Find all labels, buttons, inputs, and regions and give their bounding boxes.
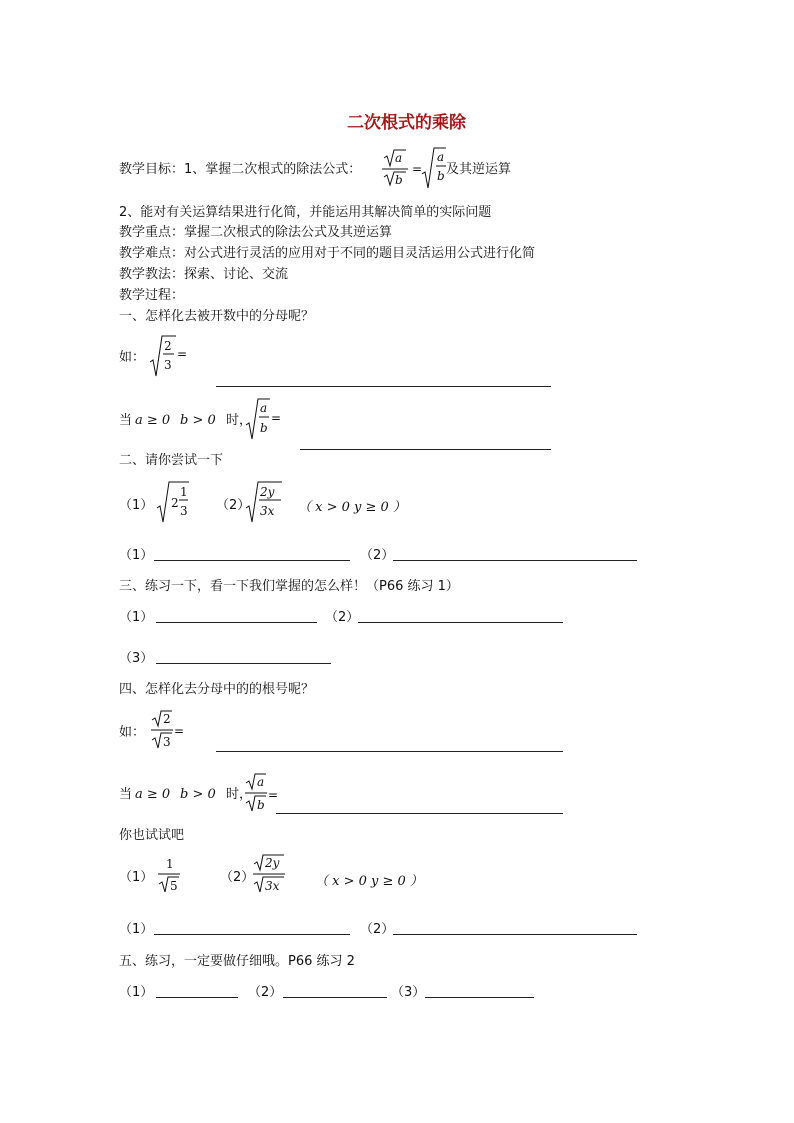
answer-1-label: （1） xyxy=(119,548,154,563)
section1-heading: 一、怎样化去被开数中的分母呢？ xyxy=(119,309,315,324)
svg-text:=: = xyxy=(271,411,282,425)
example-sqrt-2-over-3 xyxy=(148,334,188,378)
sqrt-2y-over-3x xyxy=(244,480,288,524)
process: 教学过程： xyxy=(119,288,185,303)
answer-line[interactable] xyxy=(156,622,317,623)
svg-text:3x: 3x xyxy=(260,504,275,518)
svg-text:1: 1 xyxy=(166,857,174,871)
answer-2-label: （2） xyxy=(360,922,395,937)
svg-text:2: 2 xyxy=(171,496,179,510)
cond-b: b > 0 xyxy=(180,413,216,428)
svg-text:5: 5 xyxy=(170,879,178,893)
svg-text:a: a xyxy=(257,775,265,789)
formula-b2: b xyxy=(437,169,445,183)
section1-example-label: 如： xyxy=(119,350,146,365)
svg-text:=: = xyxy=(174,724,185,738)
svg-text:2: 2 xyxy=(163,712,171,726)
svg-text:=: = xyxy=(177,347,188,361)
sqrt2y-over-sqrt3x xyxy=(252,852,292,896)
answer-line[interactable] xyxy=(393,560,637,561)
answer-line[interactable] xyxy=(300,449,551,450)
svg-text:=: = xyxy=(268,788,279,802)
formula-a2: a xyxy=(437,150,445,164)
sqrt-a-over-b xyxy=(244,397,284,441)
problem-1-label: （1） xyxy=(119,498,154,513)
svg-text:b: b xyxy=(260,421,268,435)
svg-text:3: 3 xyxy=(164,358,172,372)
section1-when-tail: 时， xyxy=(226,413,253,428)
cond-a: a ≥ 0 xyxy=(135,413,171,428)
answer-1-label: （1） xyxy=(119,922,154,937)
section4-heading: 四、怎样化去分母中的的根号呢？ xyxy=(119,682,315,697)
goal-label: 教学目标：1、掌握二次根式的除法公式： xyxy=(119,162,362,177)
answer-line[interactable] xyxy=(156,663,331,664)
cond-b: b > 0 xyxy=(180,787,216,802)
section3-heading: 三、练习一下，看一下我们掌握的怎么样！（P66 练习 1） xyxy=(119,579,459,594)
section4-when-tail: 时， xyxy=(226,787,253,802)
answer-line[interactable] xyxy=(154,560,350,561)
svg-text:2y: 2y xyxy=(260,485,275,499)
svg-text:b: b xyxy=(257,798,265,812)
section4-example-label: 如： xyxy=(119,725,146,740)
condition-xy: （ x > 0 y ≥ 0 ） xyxy=(298,500,406,515)
answer-2-label: （2） xyxy=(360,548,395,563)
method: 教学教法：探索、讨论、交流 xyxy=(119,267,289,282)
answer-2-label: （2） xyxy=(325,610,360,625)
answer-line[interactable] xyxy=(358,622,563,623)
one-over-sqrt5 xyxy=(156,852,186,896)
division-formula xyxy=(380,146,450,192)
formula-b1: b xyxy=(395,173,403,187)
svg-text:2: 2 xyxy=(164,339,172,353)
difficulty: 教学难点：对公式进行灵活的应用对于不同的题目灵活运用公式进行化简 xyxy=(119,246,536,261)
problem-1-label: （1） xyxy=(119,870,154,885)
svg-text:a: a xyxy=(260,401,268,415)
goal-tail: 及其逆运算 xyxy=(446,162,512,177)
answer-line[interactable] xyxy=(276,813,563,814)
section1-when: 当 xyxy=(119,413,133,428)
key-point: 教学重点：掌握二次根式的除法公式及其逆运算 xyxy=(119,225,393,240)
sqrt-2-and-1-third xyxy=(155,480,195,524)
answer-1-label: （1） xyxy=(119,985,154,1000)
goal-line2: 2、能对有关运算结果进行化简，并能运用其解决简单的实际问题 xyxy=(119,205,492,220)
section5-heading: 五、练习，一定要做仔细哦。P66 练习 2 xyxy=(119,954,355,969)
answer-line[interactable] xyxy=(216,751,563,752)
svg-text:3x: 3x xyxy=(265,879,280,893)
svg-text:3: 3 xyxy=(163,735,171,749)
answer-line[interactable] xyxy=(425,997,534,998)
svg-text:2y: 2y xyxy=(265,856,280,870)
svg-text:1: 1 xyxy=(180,485,188,499)
answer-line[interactable] xyxy=(393,934,637,935)
section2-heading: 二、请你尝试一下 xyxy=(119,453,224,468)
sqrt-a-over-sqrt-b xyxy=(244,771,280,815)
answer-line[interactable] xyxy=(216,386,551,387)
formula-eq: = xyxy=(412,162,423,176)
cond-a: a ≥ 0 xyxy=(135,787,171,802)
answer-2-label: （2） xyxy=(248,985,283,1000)
answer-line[interactable] xyxy=(156,997,238,998)
try-it-label: 你也试试吧 xyxy=(119,828,185,843)
condition-xy: （ x > 0 y ≥ 0 ） xyxy=(315,874,423,889)
section4-when: 当 xyxy=(119,787,133,802)
answer-1-label: （1） xyxy=(119,610,154,625)
formula-a1: a xyxy=(395,151,403,165)
problem-2-label: （2） xyxy=(216,498,251,513)
answer-3-label: （3） xyxy=(119,651,154,666)
svg-text:3: 3 xyxy=(180,504,188,518)
answer-line[interactable] xyxy=(283,997,387,998)
answer-3-label: （3） xyxy=(391,985,426,1000)
answer-line[interactable] xyxy=(154,934,350,935)
problem-2-label: （2） xyxy=(220,870,255,885)
sqrt2-over-sqrt3 xyxy=(150,708,190,752)
page-title: 二次根式的乘除 xyxy=(347,113,466,133)
